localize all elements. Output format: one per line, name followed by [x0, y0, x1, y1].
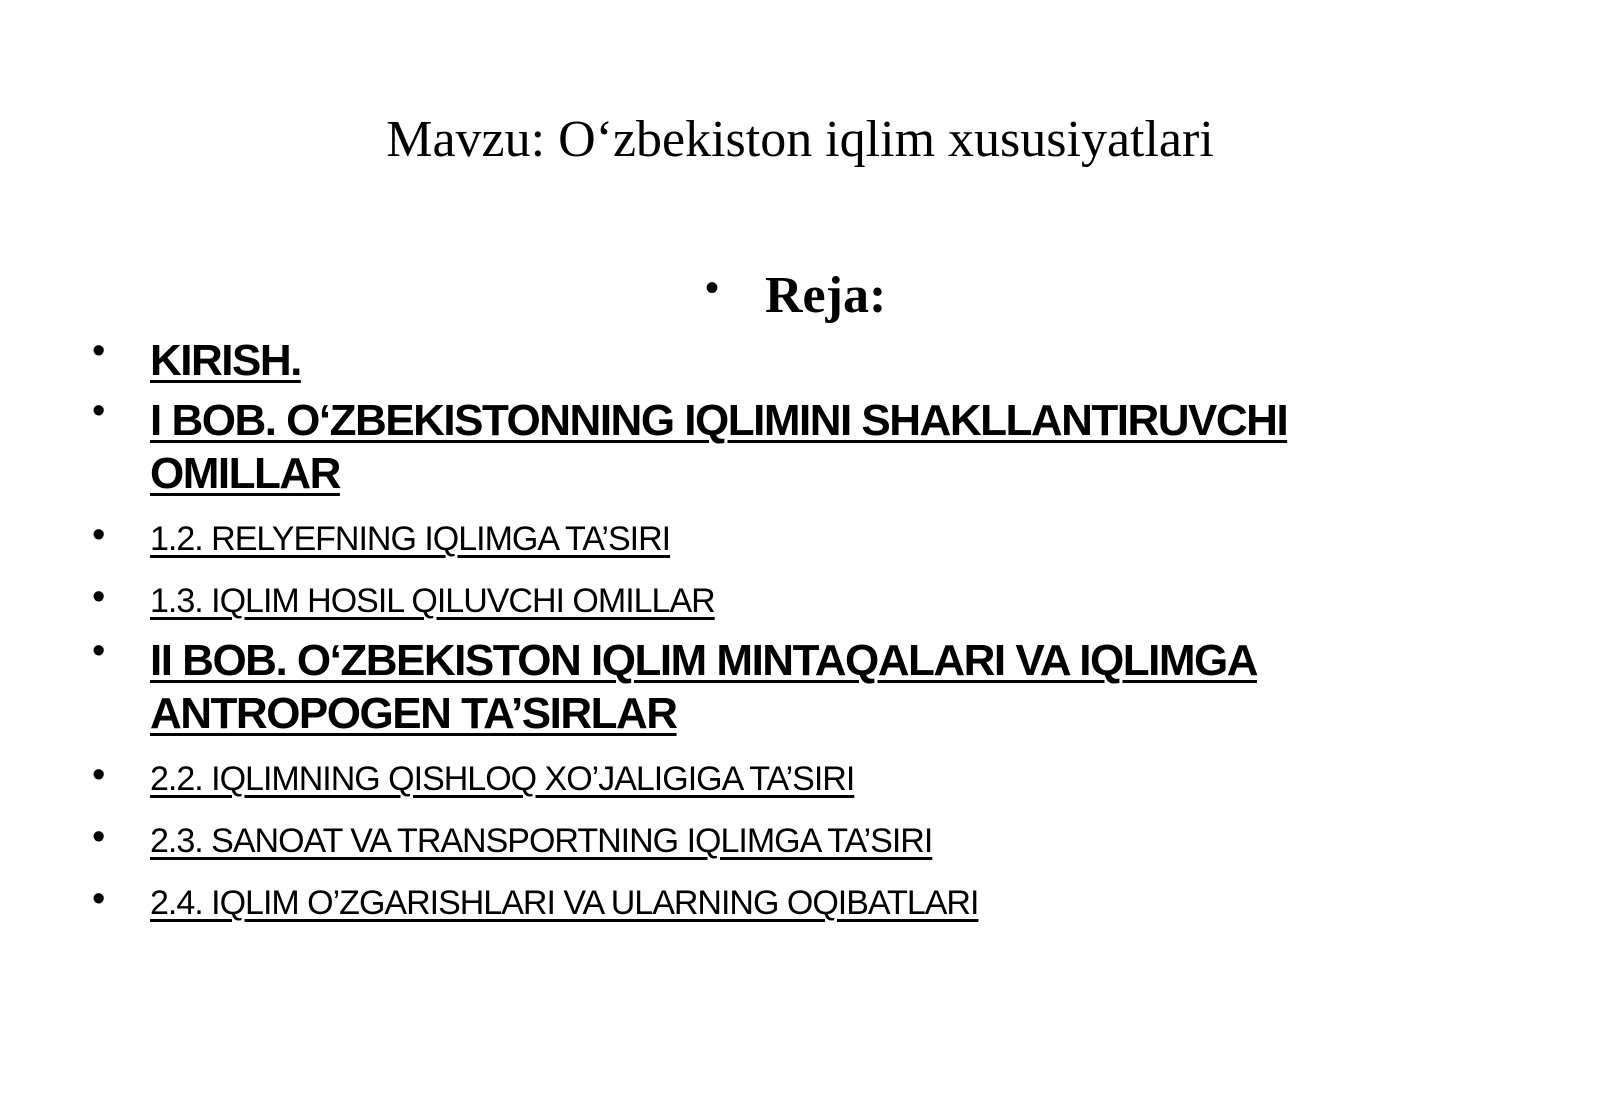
- plan-link-intro[interactable]: KIRISH.: [150, 336, 301, 385]
- bullet-dot: •: [92, 878, 106, 920]
- plan-link-chapter-2-line-1[interactable]: II BOB. O‘ZBEKISTON IQLIM MINTAQALARI VA IQLIMGA: [150, 636, 1257, 685]
- bullet-dot: •: [705, 266, 720, 310]
- plan-link-section-2-3[interactable]: 2.3. SANOAT VA TRANSPORTNING IQLIMGA TA’SIRI: [150, 822, 933, 860]
- bullet-dot: •: [92, 576, 106, 618]
- slide-title: Mavzu: O‘zbekiston iqlim xususiyatlari: [386, 111, 1214, 168]
- bullet-dot: •: [92, 514, 106, 556]
- bullet-dot: •: [92, 754, 106, 796]
- bullet-dot: •: [92, 390, 106, 432]
- bullet-dot: •: [92, 330, 106, 372]
- plan-link-chapter-1-line-1[interactable]: I BOB. O‘ZBEKISTONNING IQLIMINI SHAKLLANTIRUVCHI: [150, 396, 1288, 445]
- plan-link-section-1-2[interactable]: 1.2. RELYEFNING IQLIMGA TA’SIRI: [150, 520, 671, 558]
- plan-link-chapter-2-line-2[interactable]: ANTROPOGEN TA’SIRLAR: [150, 689, 677, 738]
- bullet-dot: •: [92, 816, 106, 858]
- plan-link-section-2-2[interactable]: 2.2. IQLIMNING QISHLOQ XO’JALIGIGA TA’SIRI: [150, 760, 855, 798]
- plan-link-section-1-3[interactable]: 1.3. IQLIM HOSIL QILUVCHI OMILLAR: [150, 582, 715, 620]
- bullet-dot: •: [92, 630, 106, 672]
- plan-link-chapter-1-line-2[interactable]: OMILLAR: [150, 449, 340, 498]
- plan-link-section-2-4[interactable]: 2.4. IQLIM O’ZGARISHLARI VA ULARNING OQIBATLARI: [150, 884, 979, 922]
- plan-heading-label: Reja:: [765, 267, 887, 324]
